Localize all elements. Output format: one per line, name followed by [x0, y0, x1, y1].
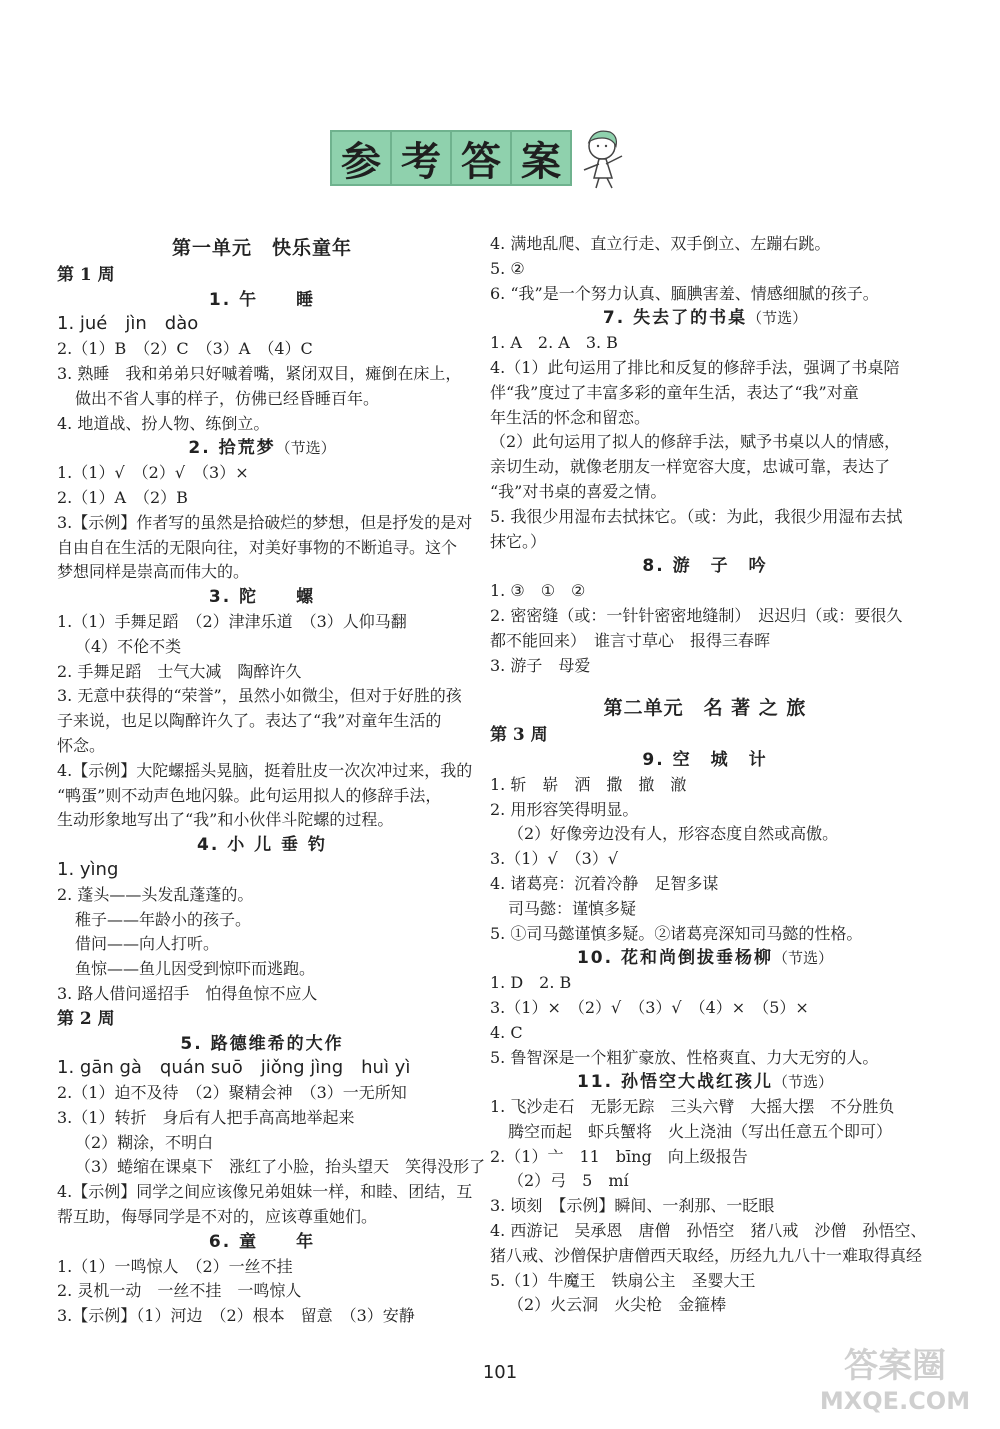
- lesson-title: [490, 306, 920, 331]
- answer-line: 4. 西游记 吴承恩 唐僧 孙悟空 猪八戒 沙僧 孙悟空、: [490, 1221, 927, 1241]
- answer-line: 2. 用形容笑得明显。: [490, 799, 639, 819]
- lesson-title: [490, 554, 920, 579]
- answer-column-left: [57, 232, 486, 1329]
- answer-line: （2）糊涂，不明白: [75, 1132, 214, 1152]
- lesson-title: [490, 1070, 920, 1095]
- answer-line: 1. 斩 崭 洒 撒 撤 澈: [490, 774, 687, 794]
- answer-line: 5. ①司马懿谨慎多疑。②诸葛亮深知司马懿的性格。: [490, 923, 863, 943]
- lesson-title: [57, 585, 467, 610]
- answer-line: （3）蜷缩在课桌下 涨红了小脸，抬头望天 笑得没形了: [75, 1157, 486, 1177]
- unit-heading: 第一单元 快乐童年: [171, 237, 352, 259]
- answer-line: 4.（1）此句运用了排比和反复的修辞手法，强调了书桌陪: [490, 357, 900, 377]
- answer-line: 1. yìng: [57, 858, 119, 880]
- answer-line: 年生活的怀念和留恋。: [490, 407, 651, 427]
- answer-line: 4. 地道战、扮人物、练倒立。: [57, 413, 270, 433]
- answer-line: 3.（1）× （2）√ （3）√ （4）× （5）×: [490, 997, 809, 1017]
- week-heading: 第 1 周: [57, 264, 115, 285]
- unit-heading: 第二单元 名 著 之 旅: [603, 697, 807, 720]
- lesson-title-text: 1. 午 睡: [208, 289, 316, 310]
- lesson-title: [490, 946, 920, 971]
- answer-line: 4.【示例】大陀螺摇头晃脑，挺着肚皮一次次冲过来，我的: [57, 760, 473, 780]
- answer-line: （4）不伦不类: [75, 636, 182, 656]
- lesson-excerpt-note: （节选）: [275, 439, 336, 458]
- answer-line: 1. 飞沙走石 无影无踪 三头六臂 大摇大摆 不分胜负: [490, 1097, 895, 1117]
- answer-key-banner: [330, 126, 650, 196]
- lesson-title: [57, 288, 467, 313]
- lesson-excerpt-note: （节选）: [773, 949, 834, 968]
- answer-line: 3. 路人借问遥招手 怕得鱼惊不应人: [57, 983, 318, 1003]
- lesson-title: [57, 1230, 467, 1255]
- answer-line: 1. jué jìn dào: [57, 313, 199, 335]
- answer-line: 2.（1）迫不及待 （2）聚精会神 （3）一无所知: [57, 1083, 407, 1103]
- answer-line: （2）好像旁边没有人，形容态度自然或高傲。: [508, 824, 839, 844]
- answer-line: 2. 密密缝（或：一针针密密地缝制） 迟迟归（或：要很久: [490, 605, 903, 625]
- answer-line: 1. D 2. B: [490, 973, 572, 993]
- answer-line: 2.（1）A （2）B: [57, 487, 188, 507]
- answer-line: 3.（1）转折 身后有人把手高高地举起来: [57, 1107, 355, 1127]
- answer-line: 都不能回来） 谁言寸草心 报得三春晖: [490, 630, 771, 650]
- answer-line: 3.（1）√ （3）√: [490, 849, 619, 869]
- answer-line: 2. 手舞足蹈 士气大减 陶醉许久: [57, 661, 302, 681]
- week-heading: 第 2 周: [57, 1008, 115, 1029]
- answer-line: 梦想同样是崇高而伟大的。: [57, 562, 250, 582]
- banner-char: 答: [450, 130, 512, 186]
- answer-line: 1.（1）一鸣惊人 （2）一丝不挂: [57, 1256, 293, 1276]
- lesson-title-text: 4. 小 儿 垂 钓: [197, 835, 327, 856]
- lesson-title-text: 9. 空 城 计: [642, 749, 768, 770]
- banner-char: 参: [330, 130, 392, 186]
- answer-line: 鱼惊——鱼儿因受到惊吓而逃跑。: [75, 959, 316, 979]
- answer-column-right: [490, 232, 927, 1318]
- answer-line: 帮互助，侮辱同学是不对的，应该尊重她们。: [57, 1207, 378, 1227]
- answer-line: 1. A 2. A 3. B: [490, 333, 618, 353]
- page-number: 101: [482, 1362, 518, 1383]
- answer-line: 6. “我”是一个努力认真、腼腆害羞、情感细腻的孩子。: [490, 283, 879, 303]
- answer-line: 3. 游子 母爱: [490, 655, 591, 675]
- answer-line: （2）弓 5 mí: [508, 1171, 629, 1191]
- answer-line: 3. 无意中获得的“荣誉”，虽然小如微尘，但对于好胜的孩: [57, 686, 462, 706]
- lesson-title: [57, 436, 467, 461]
- answer-line: 1.（1）手舞足蹈 （2）津津乐道 （3）人仰马翻: [57, 611, 407, 631]
- answer-line: 稚子——年龄小的孩子。: [75, 909, 252, 929]
- answer-line: 4.【示例】同学之间应该像兄弟姐妹一样，和睦、团结，互: [57, 1182, 473, 1202]
- watermark-line2: MXQE.COM: [819, 1387, 971, 1415]
- girl-illustration-icon: [566, 126, 636, 190]
- answer-line: 伴“我”度过了丰富多彩的童年生活，表达了“我”对童: [490, 382, 859, 402]
- answer-line: 1.（1）√ （2）√ （3）×: [57, 463, 249, 483]
- answer-line: 1. ③ ① ②: [490, 581, 586, 601]
- spacer: [490, 678, 920, 692]
- lesson-title-text: 3. 陀 螺: [208, 587, 316, 608]
- answer-line: “我”对书桌的喜爱之情。: [490, 481, 667, 501]
- lesson-title: [490, 748, 920, 773]
- answer-line: 2.（1）B （2）C （3）A （4）C: [57, 339, 313, 359]
- answer-line: 做出不省人事的样子，仿佛已经昏睡百年。: [75, 388, 380, 408]
- answer-line: 抹它。）: [490, 531, 547, 551]
- answer-line: 4. 诸葛亮：沉着冷静 足智多谋: [490, 873, 719, 893]
- answer-line: “鸭蛋”则不动声色地闪躲。此句运用拟人的修辞手法，: [57, 785, 442, 805]
- answer-line: 5. 我很少用湿布去拭抹它。（或：为此，我很少用湿布去拭: [490, 506, 903, 526]
- answer-line: （2）火云洞 火尖枪 金箍棒: [508, 1295, 727, 1315]
- answer-line: 3.【示例】（1）河边 （2）根本 留意 （3）安静: [57, 1306, 415, 1326]
- lesson-title-text: 11. 孙悟空大战红孩儿: [576, 1072, 774, 1093]
- answer-line: 怀念。: [57, 735, 106, 755]
- answer-line: 5. ②: [490, 258, 525, 278]
- answer-line: 1. gān gà quán suō jiǒng jìng huì yì: [57, 1057, 411, 1079]
- answer-line: 3. 熟睡 我和弟弟只好嘁着嘴，紧闭双目，瘫倒在床上，: [57, 363, 462, 383]
- answer-line: 猪八戒、沙僧保护唐僧西天取经，历经九九八十一难取得真经: [490, 1245, 923, 1265]
- lesson-title: [57, 1032, 467, 1057]
- watermark-logo: [800, 1335, 990, 1419]
- lesson-title-text: 2. 拾荒梦: [188, 438, 276, 459]
- answer-line: 3.【示例】作者写的虽然是拾破烂的梦想，但是抒发的是对: [57, 512, 473, 532]
- answer-line: 腾空而起 虾兵蟹将 火上浇油（写出任意五个即可）: [508, 1121, 893, 1141]
- lesson-title-text: 5. 路德维希的大作: [180, 1033, 344, 1054]
- answer-line: 生动形象地写出了“我”和小伙伴斗陀螺的过程。: [57, 810, 394, 830]
- watermark-line1: 答案圈: [844, 1346, 946, 1386]
- lesson-title-text: 6. 童 年: [208, 1231, 316, 1252]
- answer-line: 5. 鲁智深是一个粗犷豪放、性格爽直、力大无穷的人。: [490, 1047, 879, 1067]
- answer-line: 2. 灵机一动 一丝不挂 一鸣惊人: [57, 1281, 302, 1301]
- lesson-excerpt-note: （节选）: [773, 1073, 834, 1092]
- lesson-excerpt-note: （节选）: [747, 309, 808, 328]
- banner-char: 考: [390, 130, 452, 186]
- lesson-title-text: 8. 游 子 吟: [642, 556, 768, 577]
- lesson-title-text: 10. 花和尚倒拔垂杨柳: [576, 948, 774, 969]
- answer-line: 子来说，也足以陶醉许久了。表达了“我”对童年生活的: [57, 711, 442, 731]
- answer-line: 借问——向人打听。: [75, 934, 220, 954]
- answer-line: 4. 满地乱爬、直立行走、双手倒立、左蹦右跳。: [490, 234, 831, 253]
- banner-char: 案: [510, 130, 572, 186]
- answer-line: 4. C: [490, 1022, 523, 1042]
- answer-line: 自由自在生活的无限向往，对美好事物的不断追寻。这个: [57, 537, 458, 557]
- answer-line: 司马懿：谨慎多疑: [508, 898, 637, 918]
- answer-line: （2）此句运用了拟人的修辞手法，赋予书桌以人的情感，: [490, 432, 901, 452]
- lesson-title: [57, 833, 467, 858]
- answer-line: 5.（1）牛魔王 铁扇公主 圣婴大王: [490, 1270, 756, 1290]
- answer-line: 亲切生动，就像老朋友一样宽容大度，忠诚可靠，表达了: [490, 457, 891, 477]
- answer-line: 3. 顷刻 【示例】瞬间、一刹那、一眨眼: [490, 1196, 775, 1216]
- week-heading: 第 3 周: [490, 725, 548, 746]
- lesson-title-text: 7. 失去了的书桌: [602, 308, 748, 329]
- answer-line: 2.（1）亠 11 bīng 向上级报告: [490, 1146, 748, 1166]
- answer-line: 2. 蓬头——头发乱蓬蓬的。: [57, 884, 254, 904]
